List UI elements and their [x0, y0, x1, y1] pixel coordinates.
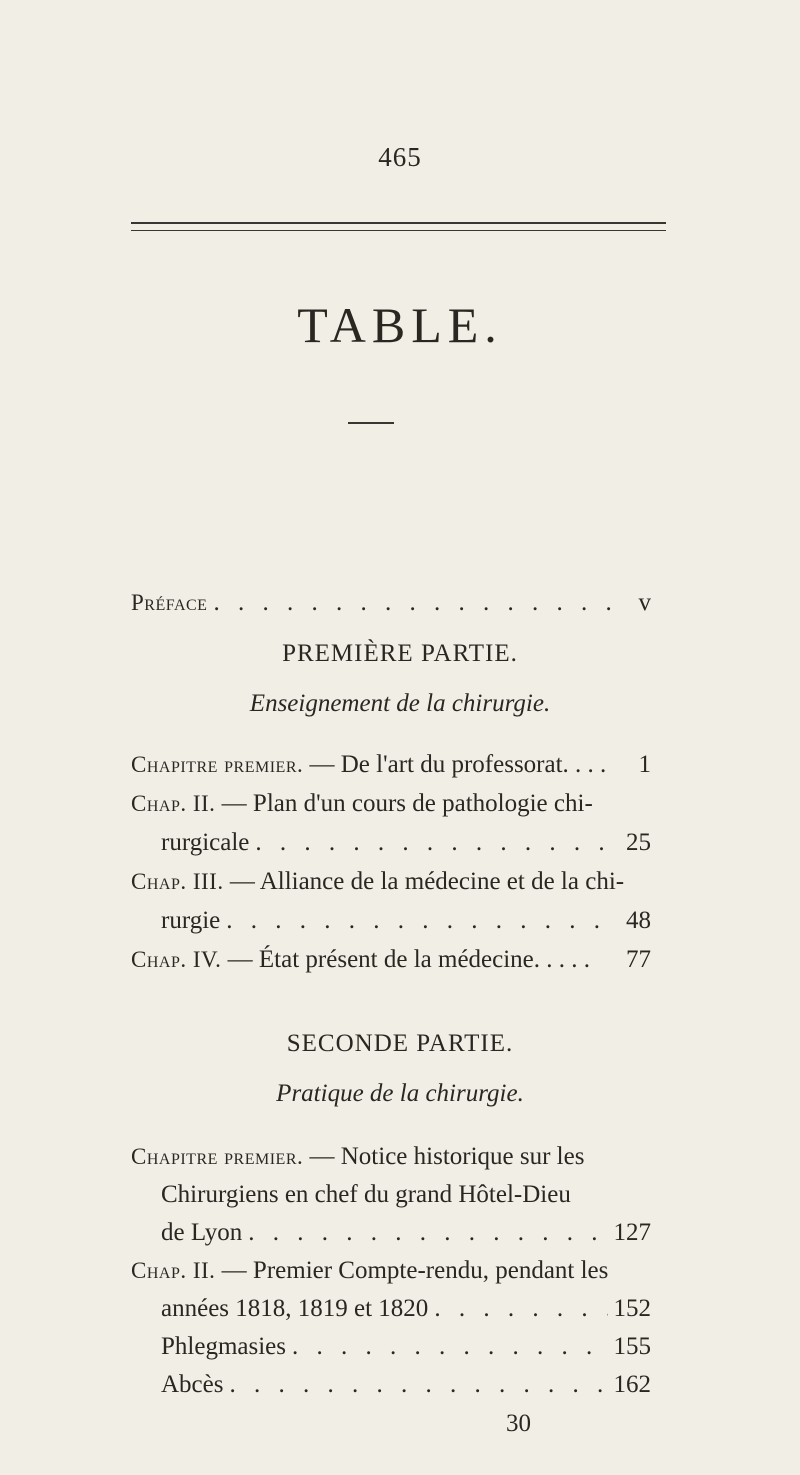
toc-page-number: 127 [613, 1219, 651, 1246]
toc-entry-text: rurgicale [161, 829, 250, 856]
toc-entry [131, 750, 651, 780]
part-heading: SECONDE PARTIE. [286, 1030, 514, 1057]
toc-page-number: 162 [613, 1371, 651, 1398]
toc-entry-label: Préface [131, 590, 208, 615]
toc-entry-text: années 1818, 1819 et 1820 [161, 1295, 429, 1322]
dot-leader [255, 828, 611, 858]
toc-entry [131, 867, 651, 897]
page-title: TABLE. [297, 297, 503, 353]
toc-entry [131, 789, 651, 819]
toc-page-number: 77 [626, 946, 651, 973]
toc-entry-text: de Lyon [161, 1219, 243, 1246]
toc-entry-text: — Premier Compte-rendu, pendant les [221, 1257, 609, 1284]
toc-entry-label: Chapitre premier. [131, 752, 304, 777]
part-subheading: Enseignement de la chirurgie. [249, 690, 551, 717]
toc-entry-continuation [161, 828, 651, 858]
toc-page-number: 1 [638, 751, 651, 778]
toc-page-number: 152 [613, 1295, 651, 1322]
toc-entry-text: Phlegmasies [161, 1333, 286, 1360]
toc-entry [131, 1256, 651, 1286]
toc-page-number: 25 [626, 829, 651, 856]
toc-page-number: v [638, 589, 651, 616]
toc-entry-text: — État présent de la médecine. . . . . [227, 946, 591, 973]
toc-entry-continuation [161, 906, 651, 936]
toc-entry-label: Chap. IV. [131, 947, 222, 972]
page-number: 465 [378, 142, 422, 172]
toc-entry-label: Chap. III. [131, 869, 224, 894]
title-divider [348, 422, 394, 424]
toc-entry-continuation [161, 1294, 651, 1324]
toc-entry [131, 945, 651, 975]
toc-entry-text: — Notice historique sur les [309, 1143, 585, 1170]
toc-entry-text: rurgie [161, 907, 221, 934]
part-subheading: Pratique de la chirurgie. [276, 1080, 524, 1107]
dot-leader [229, 1370, 607, 1400]
toc-page-number: 155 [613, 1333, 651, 1360]
toc-entry-text: — De l'art du professorat. . . . [309, 751, 607, 778]
header-double-rule [131, 222, 666, 231]
part-heading: PREMIÈRE PARTIE. [282, 640, 518, 667]
toc-entry-label: Chap. II. [131, 1258, 216, 1283]
toc-entry-text: — Alliance de la médecine et de la chi- [229, 868, 625, 895]
dot-leader [292, 1332, 608, 1362]
signature-mark: 30 [506, 1410, 531, 1437]
dot-leader [248, 1218, 607, 1248]
toc-entry-preface [131, 588, 651, 618]
toc-entry-text: Chirurgiens en chef du grand Hôtel-Dieu [161, 1181, 571, 1208]
dot-leader [213, 588, 611, 618]
toc-page-number: 48 [626, 907, 651, 934]
toc-entry [131, 1142, 651, 1172]
toc-entry-label: Chapitre premier. [131, 1144, 304, 1169]
toc-entry-text: Abcès [161, 1371, 224, 1398]
toc-entry-continuation [161, 1180, 651, 1210]
toc-entry-continuation [161, 1332, 651, 1362]
dot-leader [434, 1294, 607, 1324]
dot-leader [226, 906, 611, 936]
toc-entry-text: — Plan d'un cours de pathologie chi- [221, 790, 593, 817]
toc-entry-continuation [161, 1370, 651, 1400]
toc-entry-continuation [161, 1218, 651, 1248]
toc-entry-label: Chap. II. [131, 791, 216, 816]
